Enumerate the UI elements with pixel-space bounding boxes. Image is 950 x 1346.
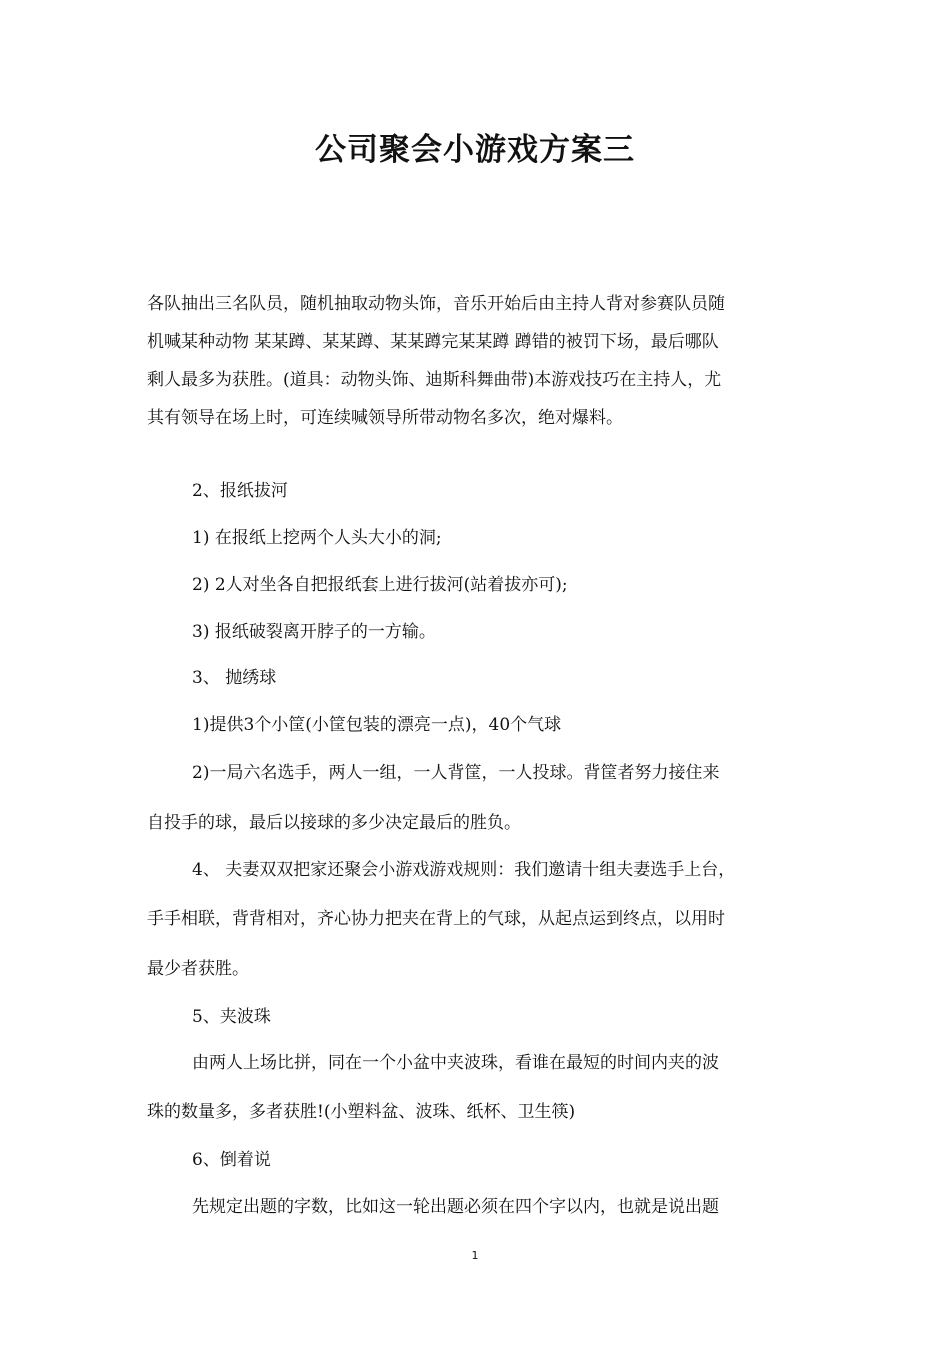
section-heading-newspaper-tug: 2、报纸拔河 [192, 481, 288, 501]
page-number: 1 [471, 1249, 479, 1262]
document-title: 公司聚会小游戏方案三 [315, 132, 635, 168]
throw-ball-rule-2-line-2: 自投手的球，最后以接球的多少决定最后的胜负。 [147, 813, 521, 833]
newspaper-rule-3: 3) 报纸破裂离开脖子的一方输。 [192, 622, 436, 642]
couple-game-line-1: 4、 夫妻双双把家还聚会小游戏游戏规则：我们邀请十组夫妻选手上台， [192, 860, 736, 880]
newspaper-rule-2: 2) 2人对坐各自把报纸套上进行拔河(站着拔亦可); [192, 575, 568, 595]
throw-ball-rule-2-line-1: 2)一局六名选手，两人一组，一人背筐，一人投球。背筐者努力接住来 [192, 763, 720, 783]
couple-game-line-2: 手手相联，背背相对，齐心协力把夹在背上的气球，从起点运到终点，以用时 [147, 909, 725, 929]
section-heading-throw-ball: 3、 抛绣球 [192, 668, 277, 688]
bead-pick-line-2: 珠的数量多，多者获胜!(小塑料盆、波珠、纸杯、卫生筷) [147, 1102, 576, 1122]
section-heading-bead-pick: 5、夹波珠 [192, 1007, 271, 1027]
bead-pick-line-1: 由两人上场比拼，同在一个小盆中夹波珠，看谁在最短的时间内夹的波 [192, 1053, 719, 1073]
couple-game-line-3: 最少者获胜。 [147, 959, 249, 979]
throw-ball-rule-1: 1)提供3个小筐(小筐包装的漂亮一点)，40个气球 [192, 715, 562, 735]
intro-line-2: 机喊某种动物 某某蹲、某某蹲、某某蹲完某某蹲 蹲错的被罚下场，最后哪队 [147, 332, 719, 352]
newspaper-rule-1: 1) 在报纸上挖两个人头大小的洞; [192, 528, 442, 548]
intro-line-3: 剩人最多为获胜。(道具：动物头饰、迪斯科舞曲带)本游戏技巧在主持人，尤 [147, 370, 722, 390]
intro-line-4: 其有领导在场上时，可连续喊领导所带动物名多次，绝对爆料。 [147, 408, 623, 428]
intro-line-1: 各队抽出三名队员，随机抽取动物头饰，音乐开始后由主持人背对参赛队员随 [147, 294, 725, 314]
reverse-speak-line-1: 先规定出题的字数，比如这一轮出题必须在四个字以内，也就是说出题 [192, 1197, 719, 1217]
section-heading-reverse-speak: 6、倒着说 [192, 1150, 271, 1170]
